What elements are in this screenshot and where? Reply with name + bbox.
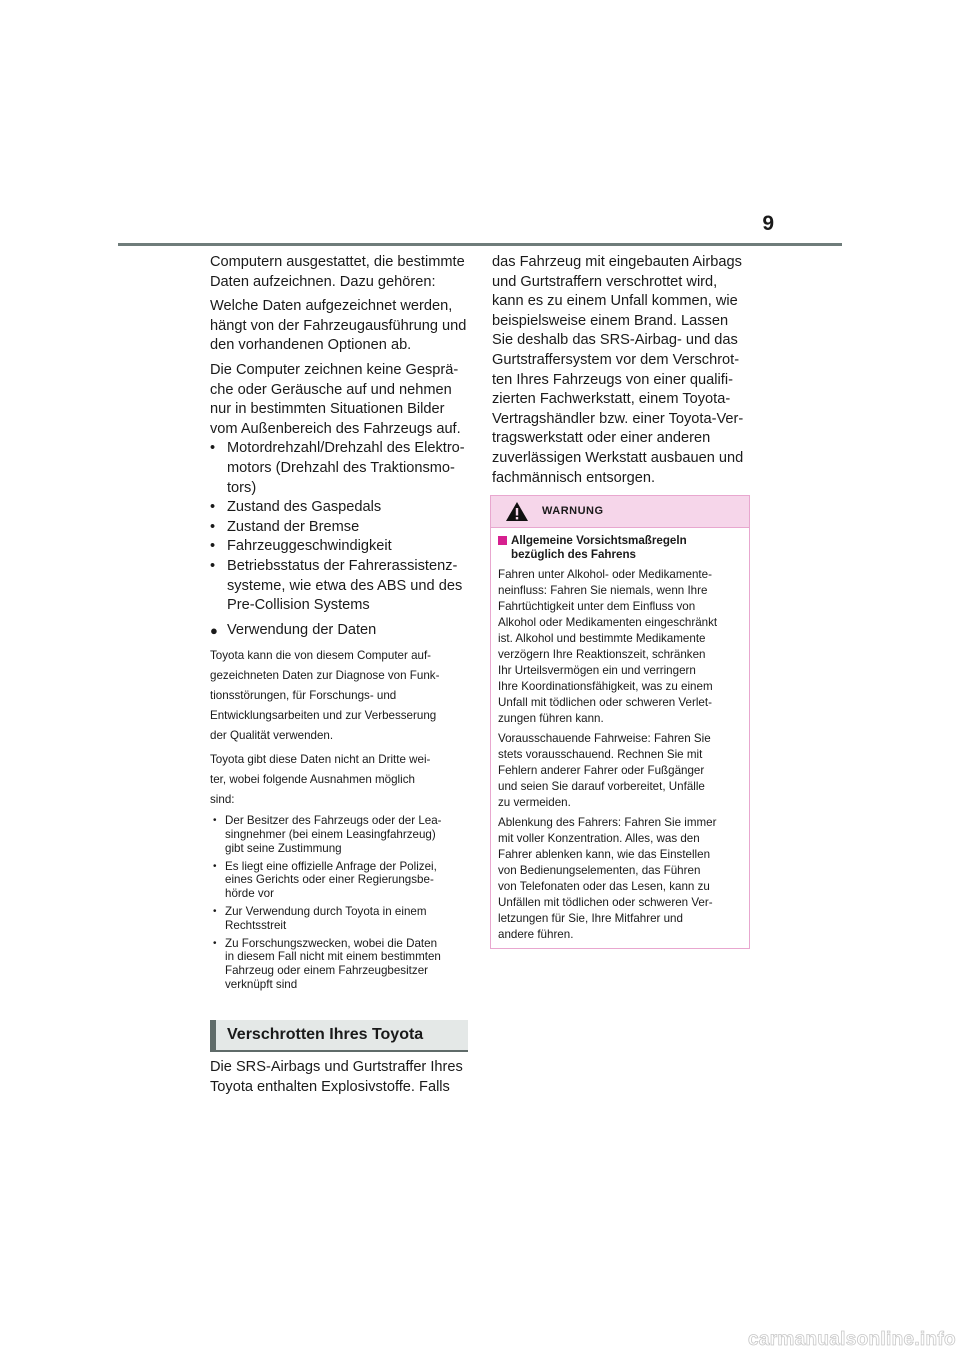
text-line: tionsstörungen, für Forschungs- und [210, 689, 397, 703]
text-line: Betriebsstatus der Fahrerassistenz- [227, 557, 458, 574]
text-line: nur in bestimmten Situationen Bilder [210, 401, 445, 418]
watermark-logo [746, 1326, 960, 1350]
text-line: Allgemeine Vorsichtsmaßregeln [511, 534, 687, 547]
text-line: Daten aufzeichnen. Dazu gehören: [210, 273, 436, 290]
section-heading [210, 1020, 468, 1052]
text-line: Fahren unter Alkohol- oder Medikamente- [498, 568, 712, 581]
scrapping-paragraph [210, 1058, 472, 1102]
text-line: tors) [227, 479, 257, 496]
text-line: Ihr Urteilsvermögen ein und verringern [498, 664, 696, 677]
text-line: Es liegt eine offizielle Anfrage der Polizei, [225, 859, 437, 873]
text-line: tragswerkstatt oder einer anderen [492, 430, 711, 447]
text-line: Vorausschauende Fahrweise: Fahren Sie [498, 732, 711, 745]
text-line: sind: [210, 793, 235, 807]
text-line: andere führen. [498, 928, 574, 941]
text-line: Die Computer zeichnen keine Gesprä- [210, 361, 459, 378]
scrapping-continued-paragraph [492, 253, 754, 488]
watermark-text: carmanualsonline.info [748, 1329, 956, 1350]
text-line: und seien Sie darauf vorbereitet, Unfälle [498, 780, 705, 793]
list-item [210, 557, 472, 616]
text-line: Fahrtüchtigkeit unter dem Einfluss von [498, 600, 696, 613]
text-line: gezeichneten Daten zur Diagnose von Funk- [210, 669, 440, 683]
text-line: verknüpft sind [225, 978, 298, 992]
text-line: kann es zu einem Unfall kommen, wie [492, 293, 738, 310]
data-paragraph [210, 297, 472, 356]
text-line: hörde vor [225, 887, 274, 901]
text-line: bezüglich des Fahrens [511, 548, 636, 561]
text-line: Fahrer ablenken kann, wie das Einstellen [498, 848, 711, 861]
text-line: verzögern Ihre Reaktionszeit, schränken [498, 648, 706, 661]
text-line: mit voller Konzentration. Alles, was den [498, 832, 700, 845]
square-bullet-icon [498, 536, 507, 545]
usage-paragraph [210, 646, 472, 746]
text-line: Gurtstraffersystem vor dem Verschrot- [492, 351, 740, 368]
text-line: beispielsweise einem Brand. Lassen [492, 312, 729, 329]
text-line: Zustand der Bremse [227, 518, 360, 535]
watermark [746, 1326, 960, 1350]
text-line: Toyota enthalten Explosivstoffe. Falls [210, 1078, 450, 1095]
text-line: Entwicklungsarbeiten und zur Verbesserung [210, 709, 437, 723]
list-item [210, 439, 472, 498]
text-line: und Gurtstraffern verschrottet wird, [492, 273, 718, 290]
text-line: systeme, wie etwa des ABS und des [227, 577, 463, 594]
text-line: eines Gerichts oder einer Regierungsbe- [225, 873, 434, 887]
text-line: che oder Geräusche auf und nehmen [210, 381, 452, 398]
text-line: fachmännisch entsorgen. [492, 469, 656, 486]
list-item [210, 518, 472, 538]
text-line: Computern ausgestattet, die bestimmte [210, 254, 465, 270]
text-line: zierten Fachwerkstatt, einem Toyota- [492, 391, 731, 408]
text-line: das Fahrzeug mit eingebauten Airbags [492, 254, 742, 270]
text-line: gibt seine Zustimmung [225, 841, 342, 855]
left-column [210, 253, 472, 996]
text-line: neinfluss: Fahren Sie niemals, wenn Ihre [498, 584, 708, 597]
header-rule [118, 243, 842, 246]
text-line: in diesem Fall nicht mit einem bestimmten [225, 950, 441, 964]
text-line: Motordrehzahl/Drehzahl des Elektro- [227, 440, 465, 457]
page-number: 9 [762, 212, 774, 235]
text-line: hängt von der Fahrzeugausführung und [210, 317, 467, 334]
text-line: zungen führen kann. [498, 712, 604, 725]
warning-paragraph [498, 815, 743, 943]
text-line: ter, wobei folgende Ausnahmen möglich [210, 773, 415, 787]
list-item [210, 537, 472, 557]
text-line: Rechtsstreit [225, 918, 287, 932]
recording-paragraph [210, 361, 472, 439]
text-line: Zur Verwendung durch Toyota in einem [225, 905, 427, 919]
text-line: Der Besitzer des Fahrzeugs oder der Lea- [225, 814, 442, 828]
list-item [210, 905, 472, 933]
recorded-data-list [210, 439, 472, 615]
text-line: von Telefonaten oder das Lesen, kann zu [498, 880, 710, 893]
text-line: von Bedienungselementen, das Führen [498, 864, 701, 877]
text-line: ist. Alkohol und bestimmte Medikamente [498, 632, 706, 645]
text-line: motors (Drehzahl des Traktionsmo- [227, 459, 455, 476]
warning-title: WARNUNG [542, 505, 604, 517]
text-line: Toyota kann die von diesem Computer auf- [210, 649, 432, 663]
text-line: ten Ihres Fahrzeugs von einer qualifi- [492, 371, 733, 388]
text-line: vom Außenbereich des Fahrzeugs auf. [210, 420, 461, 437]
text-line: Welche Daten aufgezeichnet werden, [210, 298, 453, 315]
subheading-text: Verwendung der Daten [227, 621, 377, 638]
text-line: stets vorausschauend. Rechnen Sie mit [498, 748, 703, 761]
text-line: Fahrzeuggeschwindigkeit [227, 538, 392, 555]
text-line: letzungen für Sie, Ihre Mitfahrer und [498, 912, 683, 925]
section-heading-text: Verschrotten Ihres Toyota [227, 1026, 424, 1043]
text-line: zu vermeiden. [498, 796, 571, 809]
right-column [492, 253, 754, 493]
text-line: Unfällen mit tödlichen oder schweren Ver- [498, 896, 713, 909]
list-item [210, 498, 472, 518]
text-line: der Qualität verwenden. [210, 729, 334, 743]
text-line: Fahrzeug oder einem Fahrzeugbesitzer [225, 964, 428, 978]
list-item [210, 814, 472, 855]
text-line: Unfall mit tödlichen oder schweren Verlet- [498, 696, 712, 709]
filled-circle-icon: ● [210, 622, 218, 638]
warning-body [491, 528, 749, 943]
warning-box [490, 495, 750, 949]
warning-triangle-icon [505, 501, 529, 527]
subheading [210, 621, 472, 641]
intro-paragraph [210, 253, 472, 292]
text-line: Sie deshalb das SRS-Airbag- und das [492, 332, 738, 349]
list-item [210, 937, 472, 992]
text-line: Ihre Koordinationsfähigkeit, was zu einem [498, 680, 713, 693]
text-line: den vorhandenen Optionen ab. [210, 337, 412, 354]
warning-paragraph [498, 567, 743, 727]
list-item [210, 860, 472, 901]
text-line: Zustand des Gaspedals [227, 499, 382, 516]
text-line: Ablenkung des Fahrers: Fahren Sie immer [498, 816, 717, 829]
text-line: Die SRS-Airbags und Gurtstraffer Ihres [210, 1059, 463, 1075]
text-line: Toyota gibt diese Daten nicht an Dritte wei- [210, 753, 431, 767]
text-line: singnehmer (bei einem Leasingfahrzeug) [225, 828, 436, 842]
exceptions-list [210, 814, 472, 992]
text-line: Zu Forschungszwecken, wobei die Daten [225, 936, 438, 950]
warning-subheading [498, 534, 743, 562]
disclosure-paragraph [210, 750, 472, 810]
warning-paragraph [498, 731, 743, 811]
warning-header [491, 496, 749, 528]
text-line: zuverlässigen Werkstatt ausbauen und [492, 449, 744, 466]
text-line: Alkohol oder Medikamenten eingeschränkt [498, 616, 718, 629]
text-line: Fehlern anderer Fahrer oder Fußgänger [498, 764, 705, 777]
text-line: Vertragshändler bzw. einer Toyota-Ver- [492, 410, 744, 427]
text-line: Pre-Collision Systems [227, 597, 370, 614]
